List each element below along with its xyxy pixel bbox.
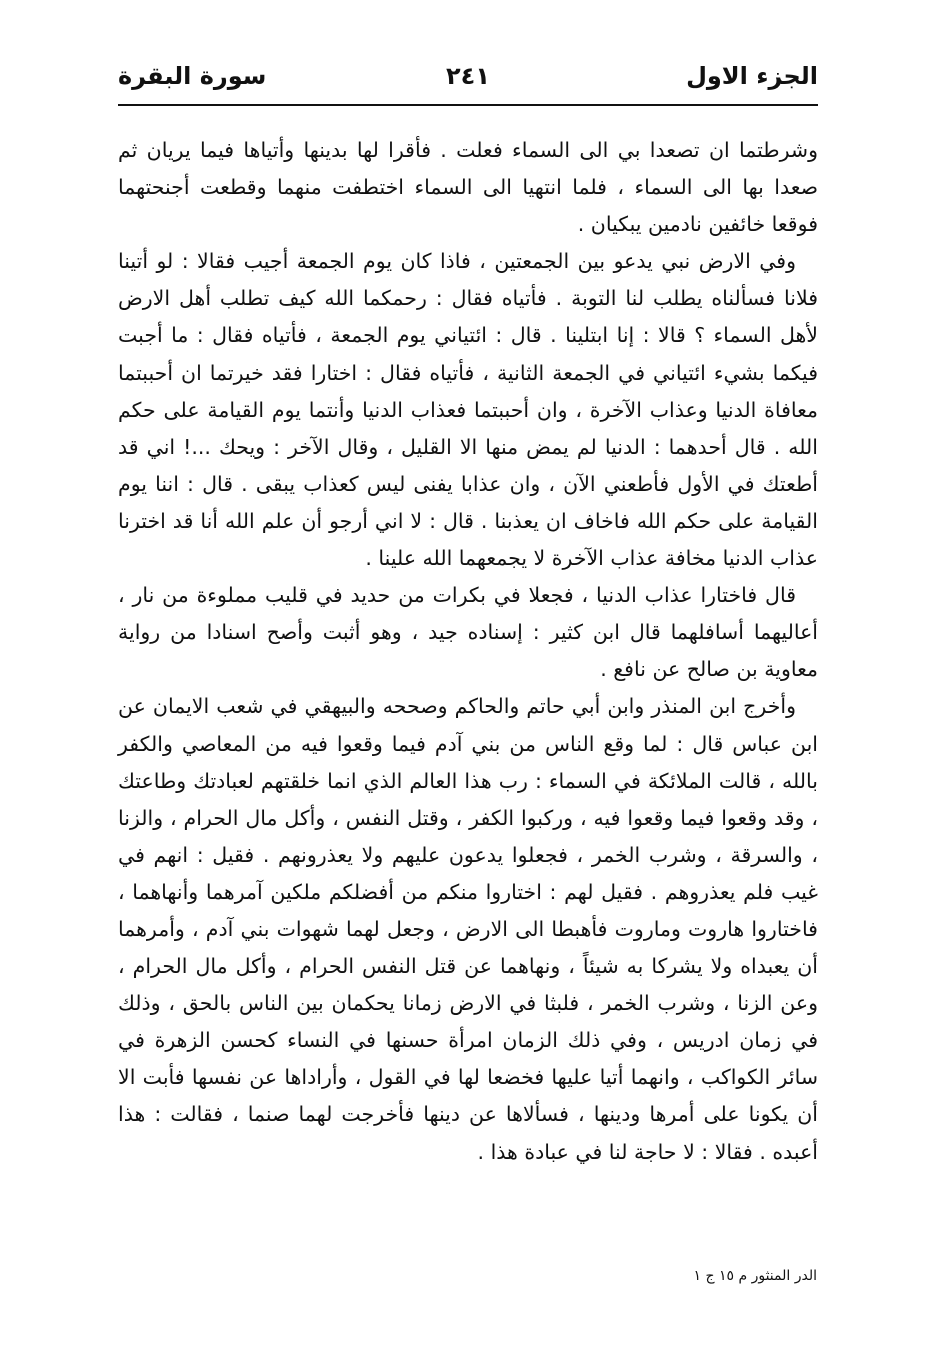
part-title: الجزء الاول <box>686 62 818 90</box>
body-text <box>118 132 818 1171</box>
page-number: ٢٤١ <box>446 62 490 90</box>
page-header <box>118 58 818 98</box>
paragraph-3: قال فاختارا عذاب الدنيا ، فجعلا في بكرات من حديد في قليب مملوءة من نار ، أعاليهما أسافلهما قال ابن كثير : إسناده جيد ، وهو أثبت وأصح اسنادا من رواية معاوية بن صالح عن نافع . <box>118 583 818 682</box>
footer-signature: الدر المنثور م ١٥ ج ١ <box>693 1268 817 1284</box>
paragraph-4: وأخرج ابن المنذر وابن أبي حاتم والحاكم وصححه والبيهقي في شعب الايمان عن ابن عباس قال : لما وقع الناس من بني آدم فيما وقعوا فيه من المعاصي والكفر بالله ، قالت الملائكة في السماء : رب هذا العالم الذي انما خلقتهم لعبادتك وطاعتك ، وقد وقعوا فيما وقعوا فيه ، وركبوا الكفر ، وقتل النفس ، وأكل مال الحرام ، والزنا ، والسرقة ، وشرب الخمر ، فجعلوا يدعون عليهم ولا يعذرونهم . فقيل : انهم في غيب فلم يعذروهم . فقيل لهم : اختاروا منكم من أفضلكم ملكين آمرهما وأنهاهما ، فاختاروا هاروت وماروت فأهبطا الى الارض ، وجعل لهما شهوات بني آدم ، وأمرهما أن يعبداه ولا يشركا به شيئاً ، ونهاهما عن قتل النفس الحرام ، وأكل مال الحرام ، وعن الزنا ، وشرب الخمر ، فلبثا في الارض زمانا يحكمان بين الناس بالحق ، وذلك في زمان ادريس ، وفي ذلك الزمان امرأة حسنها في النساء كحسن الزهرة في سائر الكواكب ، وانهما أتيا عليها فخضعا لها في القول ، وأراداها عن نفسها فأبت الا أن يكونا على أمرها ودينها ، فسألاها عن دينها فأخرجت لهما صنما ، فقالت : هذا أعبده . فقالا : لا حاجة لنا في عبادة هذا . <box>118 694 818 1164</box>
paragraph-2: وفي الارض نبي يدعو بين الجمعتين ، فاذا كان يوم الجمعة أجيب فقالا : لو أتينا فلانا فسألناه يطلب لنا التوبة . فأتياه فقال : رحمكما الله كيف تطلب أهل الارض لأهل السماء ؟ قالا : إنا ابتلينا . قال : ائتياني يوم الجمعة ، فأتياه فقال : ما أجبت فيكما بشيء ائتياني في الجمعة الثانية ، فأتياه فقال : اختارا فقد خيرتما ان أحببتما معافاة الدنيا وعذاب الآخرة ، وان أحببتما فعذاب الدنيا وأنتما يوم القيامة على حكم الله . قال أحدهما : الدنيا لم يمض منها الا القليل ، وقال الآخر : ويحك ...! اني قد أطعتك في الأول فأطعني الآن ، وان عذابا يفنى ليس كعذاب يبقى . قال : اننا يوم القيامة على حكم الله فاخاف ان يعذبنا . قال : لا اني أرجو أن علم الله أنا قد اخترنا عذاب الدنيا مخافة عذاب الآخرة لا يجمعهما الله علينا . <box>118 249 818 571</box>
paragraph-1: وشرطتما ان تصعدا بي الى السماء فعلت . فأقرا لها بدينها وأتياها فيما يريان ثم صعدا بها الى السماء ، فلما انتهيا الى السماء اختطفت منهما وقطعت أجنحتهما فوقعا خائفين نادمين يبكيان . <box>118 138 818 237</box>
surah-title: سورة البقرة <box>118 62 267 90</box>
header-rule <box>118 104 818 106</box>
